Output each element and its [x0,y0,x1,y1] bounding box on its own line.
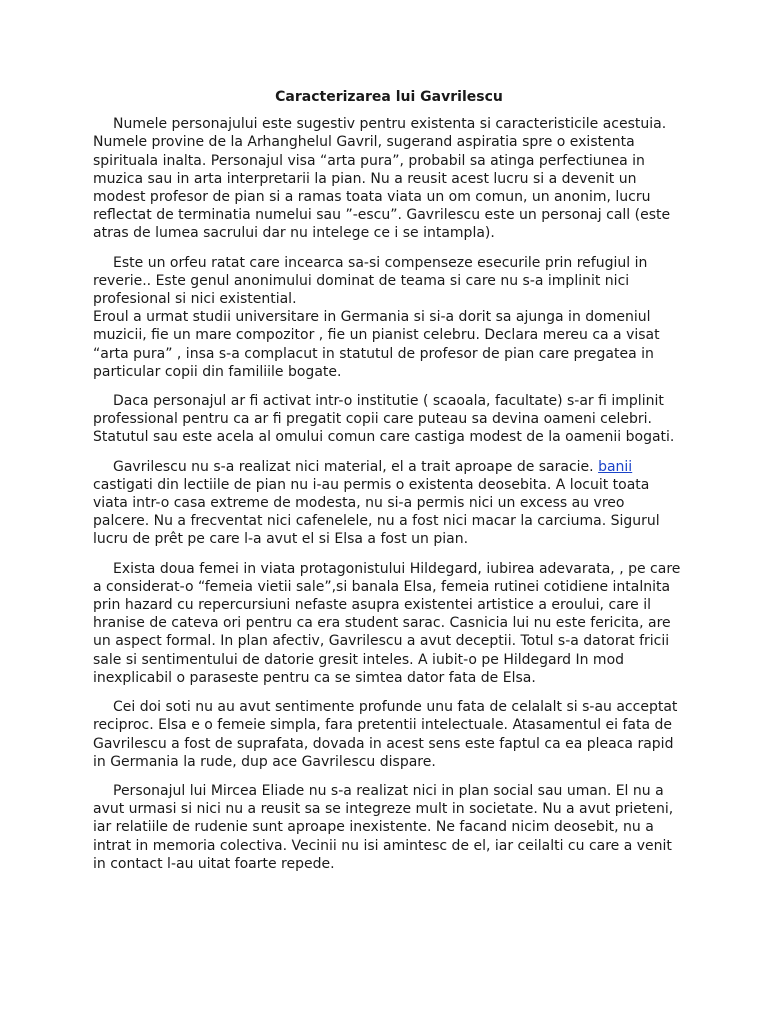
paragraph-2 [93,254,681,309]
paragraph-2-second: Eroul a urmat studii universitare in Germania si si-a dorit sa ajunga in domeniul muzicii, fie un mare compozitor , fie un pianist celebru. Declara mereu ca a visat “arta pura” , insa s-a complacut in statutul de profesor de pian care pregatea in particular copii din familiile bogate. [93,309,660,380]
paragraph-2-continued [93,308,681,381]
paragraph-4-start: Gavrilescu nu s-a realizat nici material, el a trait aproape de saracie. [113,458,599,475]
paragraph-2-first: Este un orfeu ratat care incearca sa-si compenseze esecurile prin refugiul in reverie.. Este genul anonimului dominat de teama si care nu s-a implinit nici profesional si nici existential. [93,254,648,308]
banii-link[interactable]: banii [598,458,633,475]
paragraph-7: Personajul lui Mircea Eliade nu s-a realizat nici in plan social sau uman. El nu a avut urmasi si nici nu a reusit sa se integreze mult in societate. Nu a avut prieteni, iar relatiile de rudenie sunt aproape inexistente. Ne facand nicim deosebit, nu a intrat in memoria colectiva. Vecinii nu isi amintesc de el, iar ceilalti cu care a venit in contact l-au uitat foarte repede. [93,782,674,872]
paragraph-4-end: castigati din lectiile de pian nu i-au permis o existenta deosebita. A locuit toata viata intr-o casa extreme de modesta, nu si-a permis nici un excess au vreo palcere. Nu a frecventat nici cafenelele, nu a fost nici macar la carciuma. Sigurul lucru de prêt pe care l-a avut el si Elsa a fost un pian. [93,476,660,548]
paragraph-6: Cei doi soti nu au avut sentimente profunde unu fata de celalalt si s-au acceptat reciproc. Elsa e o femeie simpla, fara pretentii intelectuale. Atasamentul ei fata de Gavrilescu a fost de suprafata, dovada in acest sens este faptul ca ea pleaca rapid in Germania la rude, dup ace Gavrilescu dispare. [93,699,678,770]
paragraph-5: Exista doua femei in viata protagonistului Hildegard, iubirea adevarata, , pe care a considerat-o “femeia vietii sale”,si banala Elsa, femeia rutinei cotidiene intalnita prin hazard cu repercursiuni nefaste asupra existentei artistice a eroului, care il hranise de cateva ori pentru ca era student sarac. Casnicia lui nu este fericita, are un aspect formal. In plan afectiv, Gavrilescu a avut deceptii. Totul s-a datorat fricii sale si sentimentului de datorie gresit inteles. A iubit-o pe Hildegard In mod inexplicabil o paraseste pentru ca se simtea dator fata de Elsa. [93,560,681,686]
document-title: Caracterizarea lui Gavrilescu [275,89,503,105]
paragraph-3: Daca personajul ar fi activat intr-o institutie ( scaoala, facultate) s-ar fi implinit professional pentru ca ar fi pregatit copii care puteau sa devina oameni celebri. Statutul sau este acela al omului comun care castiga modest de la oamenii bogati. [93,393,675,446]
paragraph-1: Numele personajului este sugestiv pentru existenta si caracteristicile acestuia. Numele provine de la Arhanghelul Gavril, sugerand aspiratia spre o existenta spirituala inalta. Personajul visa “arta pura”, probabil sa atinga perfectiunea in muzica sau in arta interpretarii la pian. Nu a reusit acest lucru si a devenit un modest profesor de pian si a ramas toata viata un om comun, un anonim, lucru reflectat de terminatia numelui sau ”-escu”. Gavrilescu este un personaj call (este atras de lumea sacrului dar nu intelege ce i se intampla). [93,116,671,242]
paragraph-4 [93,458,681,549]
document-body [93,88,681,884]
